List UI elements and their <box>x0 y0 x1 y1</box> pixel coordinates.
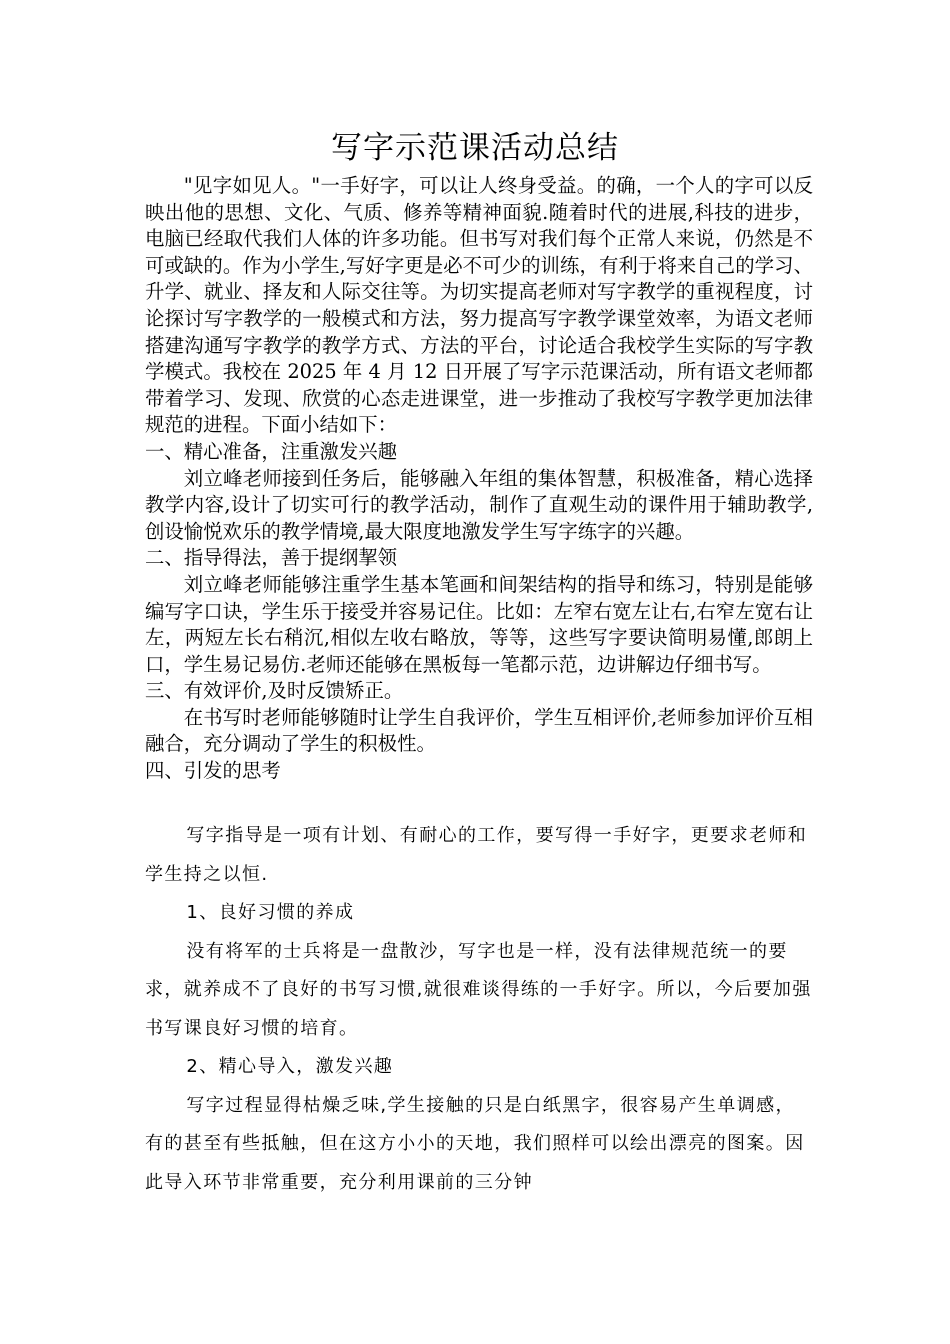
document-body-lower <box>145 817 813 1202</box>
subsection-paragraph-1: 没有将军的士兵将是一盘散沙，写字也是一样，没有法律规范统一的要求，就养成不了良好的书写习惯,就很难谈得练的一手好字。所以，今后要加强书写课良好习惯的培育。 <box>145 940 812 1039</box>
subsection-paragraph-2: 写字过程显得枯燥乏味,学生接触的只是白纸黑字，很容易产生单调感，有的甚至有些抵触，但在这方小小的天地，我们照样可以绘出漂亮的图案。因此导入环节非常重要，充分利用课前的三分钟 <box>145 1094 805 1193</box>
section-paragraph-2: 刘立峰老师能够注重学生基本笔画和间架结构的指导和练习，特别是能够编写字口诀，学生乐于接受并容易记住。比如：左窄右宽左让右,右窄左宽右让左，两短左长右稍沉,相似左收右略放，等等，这些写字要诀简明易懂,郎朗上口，学生易记易仿.老师还能够在黑板每一笔都示范，边讲解边仔细书写。 <box>145 572 813 676</box>
subsection-heading-1: 1、良好习惯的养成 <box>186 902 355 923</box>
intro-paragraph: "见字如见人。"一手好字，可以让人终身受益。的确，一个人的字可以反映出他的思想、文化、气质、修养等精神面貌.随着时代的进展,科技的进步，电脑已经取代我们人体的许多功能。但书写对我们每个正常人来说，仍然是不可或缺的。作为小学生,写好字更是必不可少的训练，有利于将来自己的学习、升学、就业、择友和人际交往等。为切实提高老师对写字教学的重视程度，讨论探讨写字教学的一般模式和方法，努力提高写字教学课堂效率，为语文老师搭建沟通写字教学的教学方式、方法的平台，讨论适合我校学生实际的写字教学模式。我校在 2025 年 4 月 12 日开展了写字示范课活动，所有语文老师都带着学习、发现、欣赏的心态走进课堂，进一步推动了我校写字教学更加法律规范的进程。下面小结如下： <box>145 174 813 437</box>
document-body-upper <box>145 173 813 785</box>
section-paragraph-4: 写字指导是一项有计划、有耐心的工作，要写得一手好字，更要求老师和学生持之以恒. <box>145 825 808 885</box>
section-heading-3: 三、有效评价,及时反馈矫正。 <box>145 679 404 703</box>
section-heading-1: 一、精心准备，注重激发兴趣 <box>145 439 398 463</box>
subsection-heading-2: 2、精心导入，激发兴趣 <box>186 1056 394 1077</box>
section-heading-4: 四、引发的思考 <box>145 759 281 783</box>
section-paragraph-1: 刘立峰老师接到任务后，能够融入年组的集体智慧，积极准备，精心选择教学内容,设计了切实可行的教学活动，制作了直观生动的课件用于辅助教学,创设愉悦欢乐的教学情境,最大限度地激发学生写字练字的兴趣。 <box>145 466 813 543</box>
section-heading-2: 二、指导得法，善于提纲挈领 <box>145 546 398 570</box>
section-paragraph-3: 在书写时老师能够随时让学生自我评价，学生互相评价,老师参加评价互相融合，充分调动了学生的积极性。 <box>145 705 813 756</box>
document-title: 写字示范课活动总结 <box>331 130 619 166</box>
